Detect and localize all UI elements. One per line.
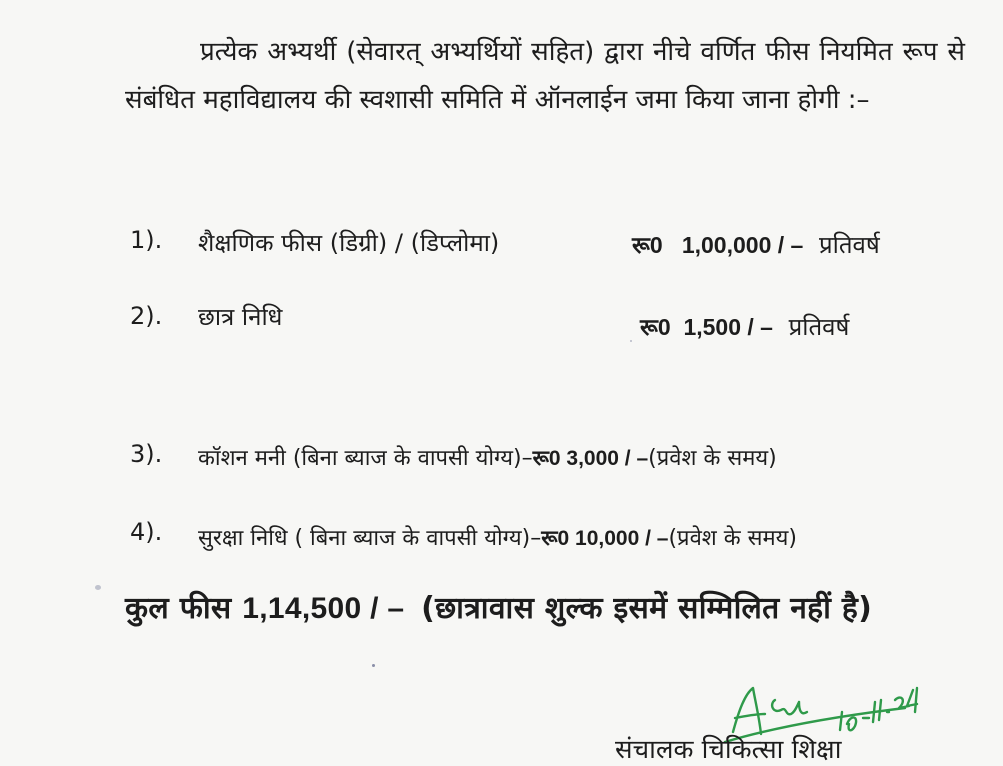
fee-item-3-period: (प्रवेश के समय) (648, 446, 777, 471)
signatory-title: संचालक चिकित्सा शिक्षा (615, 735, 842, 765)
fee-item-2-value: रू0 1,500 / – (640, 314, 773, 340)
intro-paragraph (125, 28, 965, 124)
fee-item-1-period: प्रतिवर्ष (818, 231, 880, 259)
fee-item-4-row (198, 522, 797, 552)
fee-item-1-value: रू0 1,00,000 / – (632, 232, 804, 258)
fee-item-2-amount (640, 310, 849, 343)
fee-item-4-label: सुरक्षा निधि ( बिना ब्याज के वापसी योग्य)– (198, 526, 542, 551)
total-fee-note: (छात्रावास शुल्क इसमें सम्मिलित नहीं है) (421, 591, 873, 626)
fee-item-3-row (198, 442, 777, 472)
scan-speck (95, 585, 101, 590)
total-fee-label: कुल फीस (125, 591, 232, 626)
fee-item-4-value: रू0 10,000 / – (541, 527, 669, 550)
fee-item-4-number: 4). (130, 518, 163, 546)
fee-item-2-period: प्रतिवर्ष (788, 313, 850, 341)
fee-item-3-value: रू0 3,000 / – (532, 447, 649, 470)
fee-item-2-label: छात्र निधि (198, 303, 283, 331)
intro-text: प्रत्येक अभ्यर्थी (सेवारत् अभ्यर्थियों सहित) द्वारा नीचे वर्णित फीस नियमित रूप से संबंधित महाविद्यालय की स्वशासी समिति में ऑनलाईन जमा किया जाना होगी :– (125, 37, 965, 115)
scan-speck (630, 340, 632, 342)
fee-item-3-number: 3). (130, 440, 163, 468)
fee-item-1-number: 1). (130, 226, 163, 254)
fee-item-4-period: (प्रवेश के समय) (668, 526, 798, 551)
fee-item-1-amount (632, 228, 880, 261)
fee-item-1-label: शैक्षणिक फीस (डिग्री) / (डिप्लोमा) (198, 229, 500, 257)
fee-item-2-number: 2). (130, 302, 163, 330)
total-fee-line (125, 586, 872, 627)
scan-speck (372, 664, 375, 667)
fee-item-3-label: कॉशन मनी (बिना ब्याज के वापसी योग्य)– (198, 446, 533, 471)
total-fee-amount: 1,14,500 / – (242, 592, 405, 625)
